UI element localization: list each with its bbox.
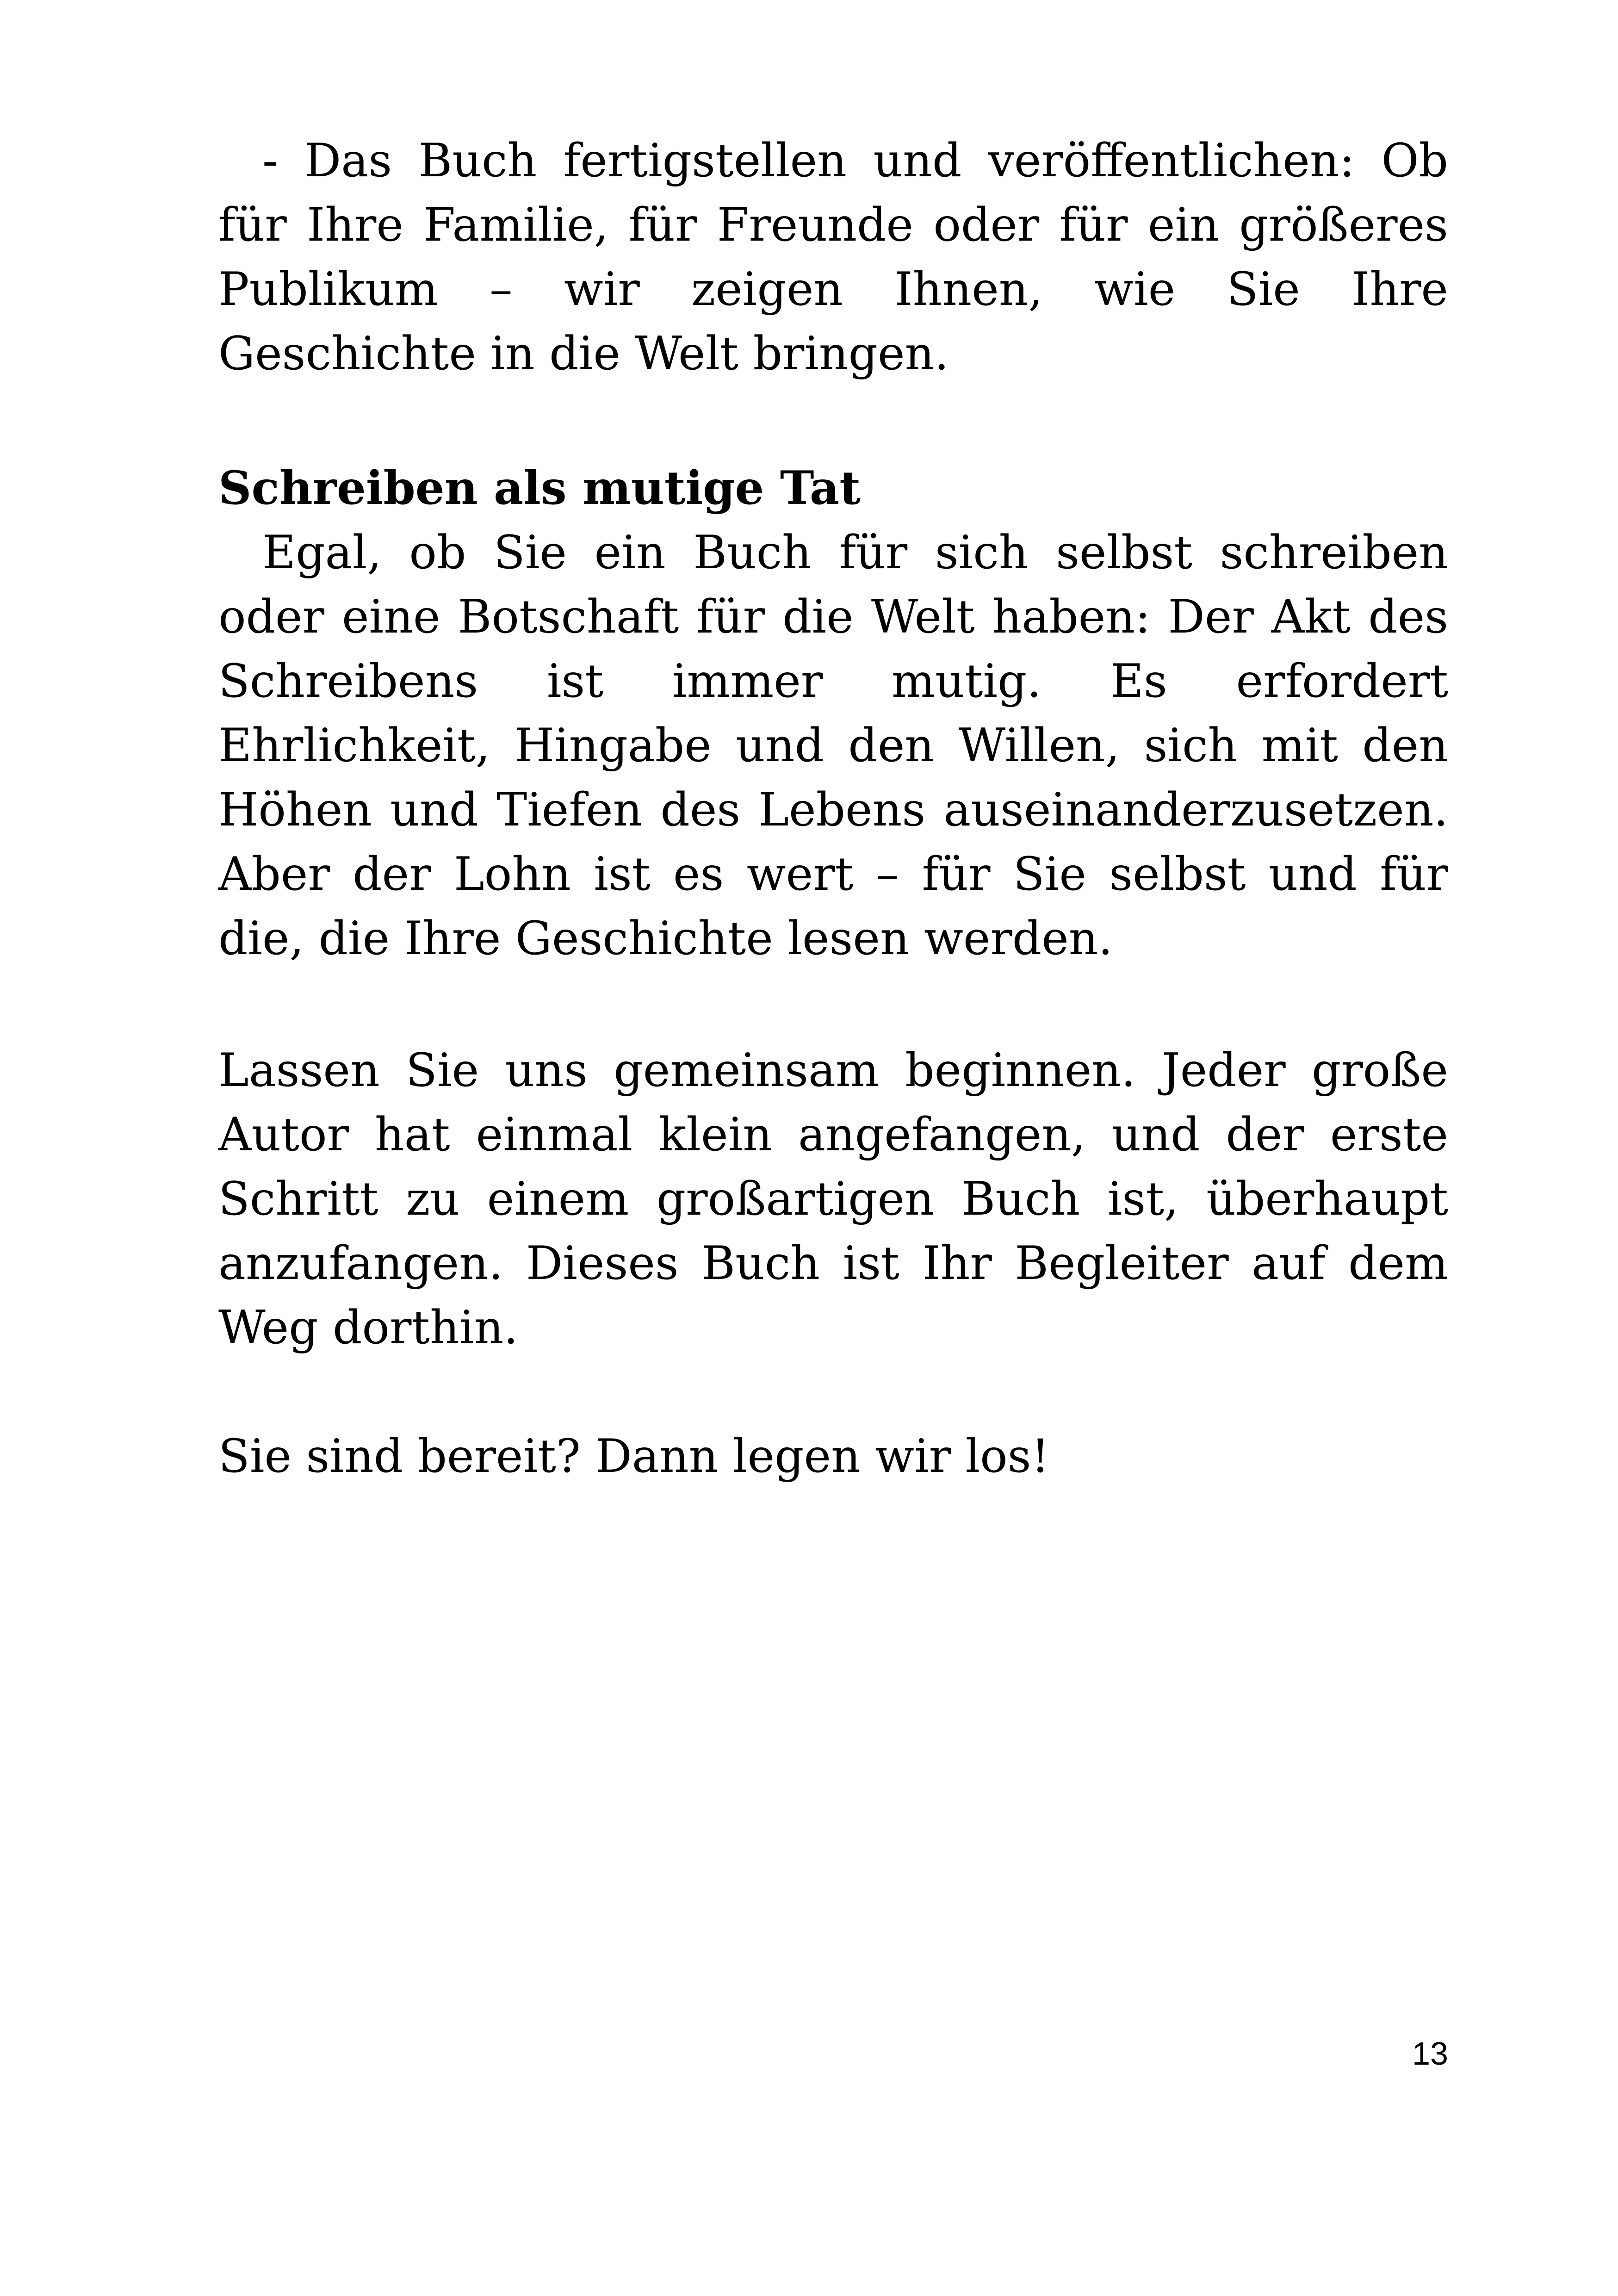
closing-paragraph-block bbox=[218, 1038, 1448, 1360]
section-paragraph: Egal, ob Sie ein Buch für sich selbst schreiben oder eine Botschaft für die Welt haben: Der Akt des Schreibens ist immer mutig. Es erfordert Ehrlichkeit, Hingabe und den Willen, sich mit den Höhen und Tiefen des Lebens auseinanderzusetzen. Aber der Lohn ist es wert – für Sie selbst und für die, die Ihre Geschichte lesen werden. bbox=[218, 526, 1448, 965]
page-number: 13 bbox=[1412, 2035, 1448, 2072]
final-line-block bbox=[218, 1424, 1448, 1489]
section-heading: Schreiben als mutige Tat bbox=[218, 461, 861, 515]
continuation-paragraph: - Das Buch fertigstellen und veröffentlichen: Ob für Ihre Familie, für Freunde oder für ein größeres Publikum – wir zeigen Ihnen, wie Sie Ihre Geschichte in die Welt bringen. bbox=[218, 134, 1448, 380]
closing-paragraph: Lassen Sie uns gemeinsam beginnen. Jeder große Autor hat einmal klein angefangen, und der erste Schritt zu einem großartigen Buch ist, überhaupt anzufangen. Dieses Buch ist Ihr Begleiter auf dem Weg dorthin. bbox=[218, 1044, 1448, 1354]
continuation-paragraph-block bbox=[218, 129, 1448, 386]
final-line: Sie sind bereit? Dann legen wir los! bbox=[218, 1430, 1050, 1483]
section-paragraph-block bbox=[218, 521, 1448, 971]
